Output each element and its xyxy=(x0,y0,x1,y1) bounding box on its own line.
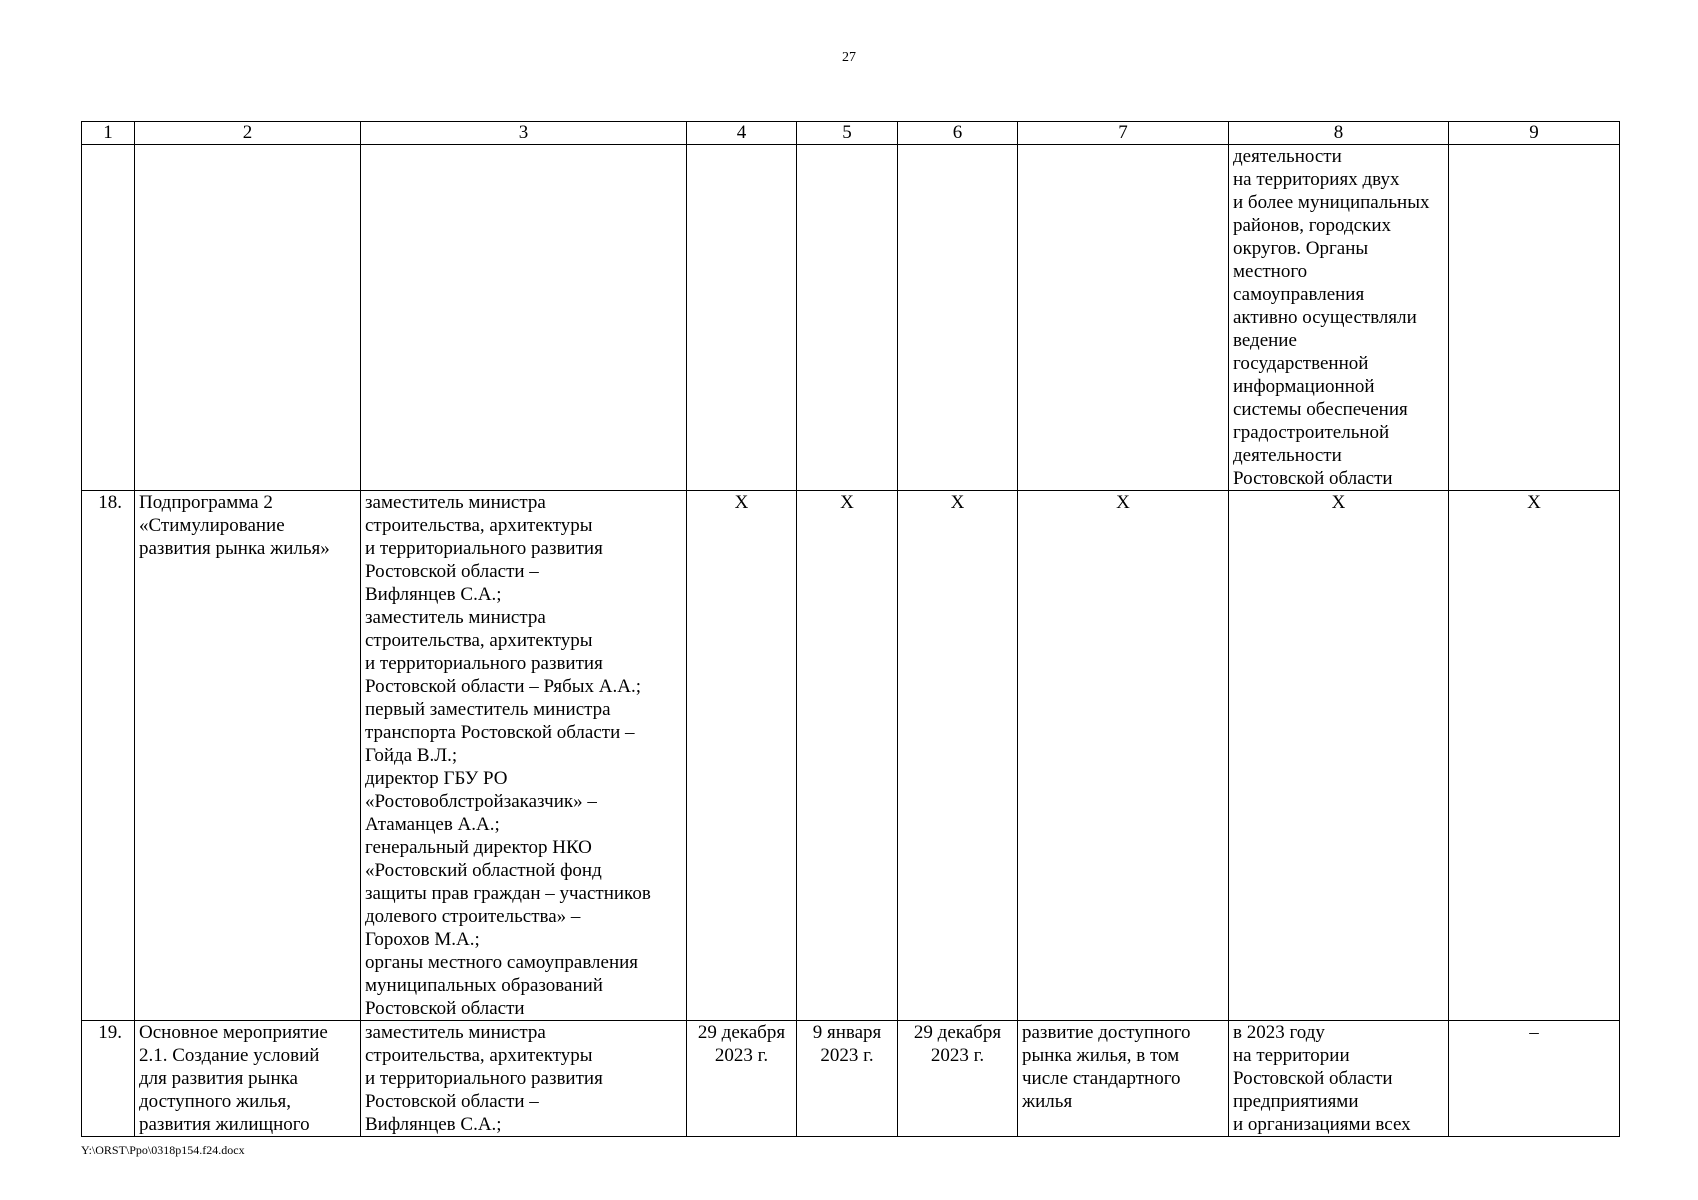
responsible-cell: заместитель министра строительства, архитектуры и территориального развития Ростовской области – Вифлянцев С.А.; xyxy=(361,1021,687,1137)
planned-start-cell: 29 декабря 2023 г. xyxy=(687,1021,797,1137)
planned-start-cell xyxy=(687,145,797,491)
actual-start-cell: Х xyxy=(797,491,898,1021)
table-row-19 xyxy=(82,1021,1620,1137)
end-date-cell: 29 декабря 2023 г. xyxy=(898,1021,1018,1137)
table-row-continuation xyxy=(82,145,1620,491)
table-header-row xyxy=(82,122,1620,145)
actual-result-cell: в 2023 году на территории Ростовской области предприятиями и организациями всех xyxy=(1229,1021,1449,1137)
row-number-cell: 19. xyxy=(82,1021,135,1137)
column-header-1: 1 xyxy=(82,122,135,145)
actual-start-cell xyxy=(797,145,898,491)
column-header-3: 3 xyxy=(361,122,687,145)
column-header-7: 7 xyxy=(1018,122,1229,145)
measures-table xyxy=(81,121,1620,1137)
column-header-9: 9 xyxy=(1449,122,1620,145)
page-number: 27 xyxy=(842,50,856,65)
planned-start-cell: Х xyxy=(687,491,797,1021)
reasons-cell xyxy=(1449,145,1620,491)
table-row-18 xyxy=(82,491,1620,1021)
actual-result-cell: Х xyxy=(1229,491,1449,1021)
planned-result-cell: Х xyxy=(1018,491,1229,1021)
column-header-2: 2 xyxy=(135,122,361,145)
reasons-cell: Х xyxy=(1449,491,1620,1021)
responsible-cell xyxy=(361,145,687,491)
planned-result-cell xyxy=(1018,145,1229,491)
measure-name-cell xyxy=(135,145,361,491)
responsible-cell: заместитель министра строительства, архитектуры и территориального развития Ростовской области – Вифлянцев С.А.; заместитель министра строительства, архитектуры и территориального развития Ростовской области – Рябых А.А.; первый заместитель министра транспорта Ростовской области – Гойда В.Л.; директор ГБУ РО «Ростовоблстройзаказчик» – Атаманцев А.А.; генеральный директор НКО «Ростовский областной фонд защиты прав граждан – участников долевого строительства» – Горохов М.А.; органы местного самоуправления муниципальных образований Ростовской области xyxy=(361,491,687,1021)
column-header-8: 8 xyxy=(1229,122,1449,145)
planned-result-cell: развитие доступного рынка жилья, в том числе стандартного жилья xyxy=(1018,1021,1229,1137)
footer-file-path: Y:\ORST\Ppo\0318p154.f24.docx xyxy=(81,1143,245,1157)
column-header-4: 4 xyxy=(687,122,797,145)
end-date-cell: Х xyxy=(898,491,1018,1021)
actual-start-cell: 9 января 2023 г. xyxy=(797,1021,898,1137)
row-number-cell xyxy=(82,145,135,491)
reasons-cell: – xyxy=(1449,1021,1620,1137)
column-header-6: 6 xyxy=(898,122,1018,145)
column-header-5: 5 xyxy=(797,122,898,145)
row-number-cell: 18. xyxy=(82,491,135,1021)
measure-name-cell: Подпрограмма 2 «Стимулирование развития рынка жилья» xyxy=(135,491,361,1021)
end-date-cell xyxy=(898,145,1018,491)
measure-name-cell: Основное мероприятие 2.1. Создание условий для развития рынка доступного жилья, развития жилищного xyxy=(135,1021,361,1137)
actual-result-cell: деятельности на территориях двух и более муниципальных районов, городских округов. Органы местного самоуправления активно осуществляли ведение государственной информационной системы обеспечения градостроительной деятельности Ростовской области xyxy=(1229,145,1449,491)
